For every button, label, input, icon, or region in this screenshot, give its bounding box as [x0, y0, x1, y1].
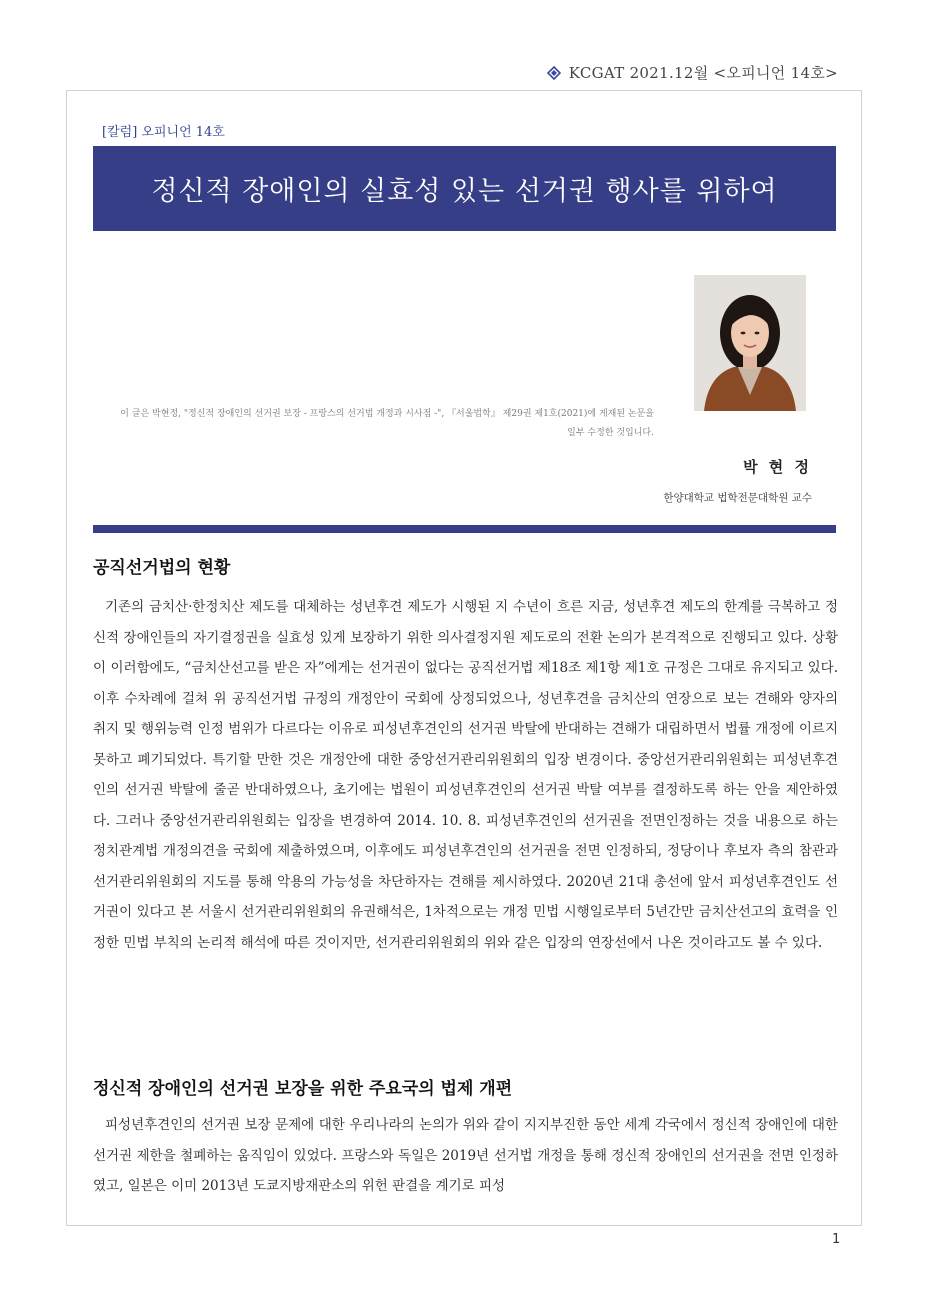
source-note: 이 글은 박현정, "정신적 장애인의 선거권 보장 - 프랑스의 선거법 개정과 시사점 -", 『서울법학』 제29권 제1호(2021)에 게재된 논문을 일부 수정한 것입니다.: [120, 409, 654, 438]
article-title: 정신적 장애인의 실효성 있는 선거권 행사를 위하여: [151, 176, 778, 207]
section-heading: 공직선거법의 현황: [93, 558, 231, 578]
section-divider: [93, 525, 836, 533]
kcgat-logo-icon: [547, 66, 561, 80]
author-name: 박 현 정: [743, 458, 812, 476]
publication-header: [547, 62, 838, 83]
category-label: [칼럼] 오피니언 14호: [102, 125, 225, 140]
page-number: 1: [832, 1232, 841, 1247]
section-heading: 정신적 장애인의 선거권 보장을 위한 주요국의 법제 개편: [93, 1079, 513, 1099]
section-paragraph: 기존의 금치산·한정치산 제도를 대체하는 성년후견 제도가 시행된 지 수년이 흐른 지금, 성년후견 제도의 한계를 극복하고 정신적 장애인들의 자기결정권을 실효성 있게 보장하기 위한 의사결정지원 제도로의 전환 논의가 본격적으로 진행되고 있다. 상황이 이러함에도, “금치산선고를 받은 자”에게는 선거권이 없다는 공직선거법 제18조 제1항 제1호 규정은 그대로 유지되고 있다. 이후 수차례에 걸쳐 위 공직선거법 규정의 개정안이 국회에 상정되었으나, 성년후견을 금치산의 연장으로 보는 견해와 양자의 취지 및 행위능력 인정 범위가 다르다는 이유로 피성년후견인의 선거권 박탈에 반대하는 견해가 대립하면서 법률 개정에 이르지 못하고 폐기되었다. 특기할 만한 것은 개정안에 대한 중앙선거관리위원회의 입장 변경이다. 중앙선거관리위원회는 피성년후견인의 선거권 박탈에 줄곧 반대하였으나, 초기에는 법원이 피성년후견인의 선거권 박탈 여부를 결정하도록 하는 안을 제안하였다. 그러나 중앙선거관리위원회는 입장을 변경하여 2014. 10. 8. 피성년후견인의 선거권을 전면인정하는 것을 내용으로 하는 정치관계법 개정의견을 국회에 제출하였으며, 이후에도 피성년후견인의 선거권을 전면 인정하되, 정당이나 후보자 측의 참관과 선거관리위원회의 지도를 통해 악용의 가능성을 차단하자는 견해를 제시하였다. 2020년 21대 총선에 앞서 피성년후견인도 선거권이 있다고 본 서울시 선거관리위원회의 유권해석은, 1차적으로는 개정 민법 시행일로부터 5년간만 금치산선고의 효력을 인정한 민법 부칙의 논리적 해석에 따른 것이지만, 선거관리위원회의 위와 같은 입장의 연장선에서 나온 것이라고도 볼 수 있다.: [93, 599, 838, 951]
publication-label: KCGAT 2021.12월 <오피니언 14호>: [568, 64, 838, 82]
author-portrait-icon: [694, 275, 806, 411]
author-affiliation: 한양대학교 법학전문대학원 교수: [663, 492, 812, 504]
author-photo: [694, 275, 806, 411]
section-paragraph: 피성년후견인의 선거권 보장 문제에 대한 우리나라의 논의가 위와 같이 지지부진한 동안 세계 각국에서 정신적 장애인에 대한 선거권 제한을 철폐하는 움직임이 있었다. 프랑스와 독일은 2019년 선거법 개정을 통해 정신적 장애인의 선거권을 전면 인정하였고, 일본은 이미 2013년 도쿄지방재판소의 위헌 판결을 계기로 피성: [93, 1117, 838, 1194]
title-banner: [93, 146, 836, 231]
